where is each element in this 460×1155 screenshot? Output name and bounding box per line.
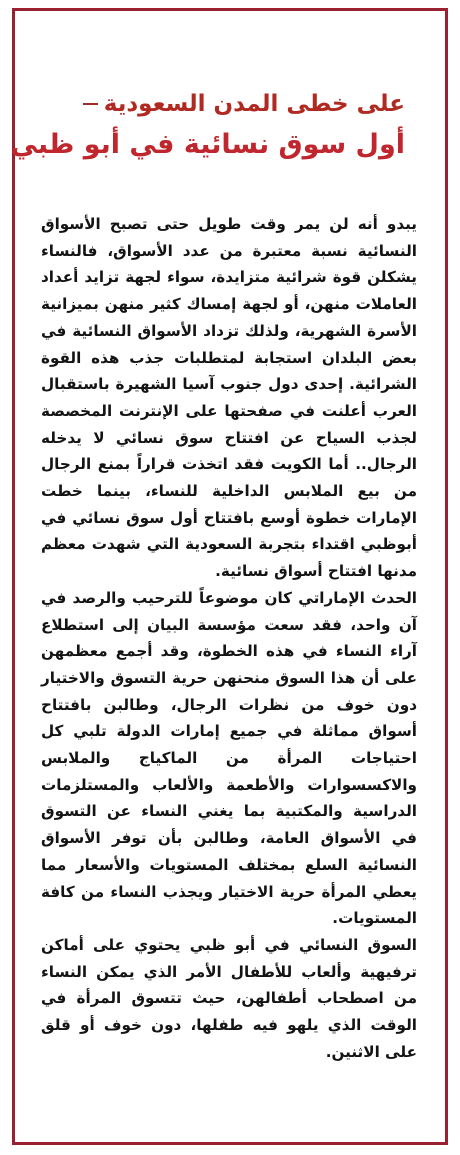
article-header bbox=[10, 81, 445, 181]
article-body bbox=[41, 211, 417, 1066]
paragraph-3: السوق النسائي في أبو ظبي يحتوي على أماكن ترفيهية وألعاب للأطفال الأمر الذي يمكن النساء من اصطحاب أطفالهن، حيث تتسوق المرأة في الوقت الذي يلهو فيه طفلها، دون خوف أو قلق على الاثنين. bbox=[41, 935, 417, 1061]
paragraph-2: الحدث الإماراتي كان موضوعاً للترحيب والرصد في آن واحد، فقد سعت مؤسسة البيان إلى استطلاع آراء النساء في هذه الخطوة، وقد أجمع معظمهن على أن هذا السوق منحنهن حرية التسوق والاختيار دون خوف من نظرات الرجال، وطالبن بافتتاح أسواق مماثلة في جميع إمارات الدولة تلبي كل احتياجات المرأة من الماكياج والملابس والاكسسوارات والأطعمة والألعاب والمستلزمات الدراسية والمكتبية بما يغني النساء عن التسوق في الأسواق العامة، وطالبن بأن توفر الأسواق النسائية السلع بمختلف المستويات والأسعار مما يعطي المرأة حرية الاختيار ويجذب النساء من كافة المستويات. bbox=[41, 588, 417, 928]
article-headline: أول سوق نسائية في أبو ظبي bbox=[10, 129, 405, 160]
article-frame bbox=[12, 8, 448, 1145]
article-kicker: على خطى المدن السعودية bbox=[98, 89, 405, 119]
paragraph-1: يبدو أنه لن يمر وقت طويل حتى تصبح الأسواق النسائية نسبة معتبرة من عدد الأسواق، فالنساء يشكلن قوة شرائية متزايدة، سواء لجهة تزايد أعداد العاملات منهن، أو لجهة إمساك كثير منهن بميزانية الأسرة الشهرية، ولذلك تزداد الأسواق النسائية في بعض البلدان استجابة لمتطلبات جذب هذه القوة الشرائية. إحدى دول جنوب آسيا الشهيرة باستقبال العرب أعلنت في صفحتها على الإنترنت المخصصة لجذب السياح عن افتتاح سوق نسائي لا يدخله الرجال.. أما الكويت فقد اتخذت قراراً بمنع الرجال من بيع الملابس الداخلية للنساء، بينما خطت الإمارات خطوة أوسع بافتتاح أول سوق نسائي في أبوظبي اقتداء بتجربة السعودية التي شهدت معظم مدنها افتتاح أسواق نسائية. bbox=[41, 215, 417, 581]
